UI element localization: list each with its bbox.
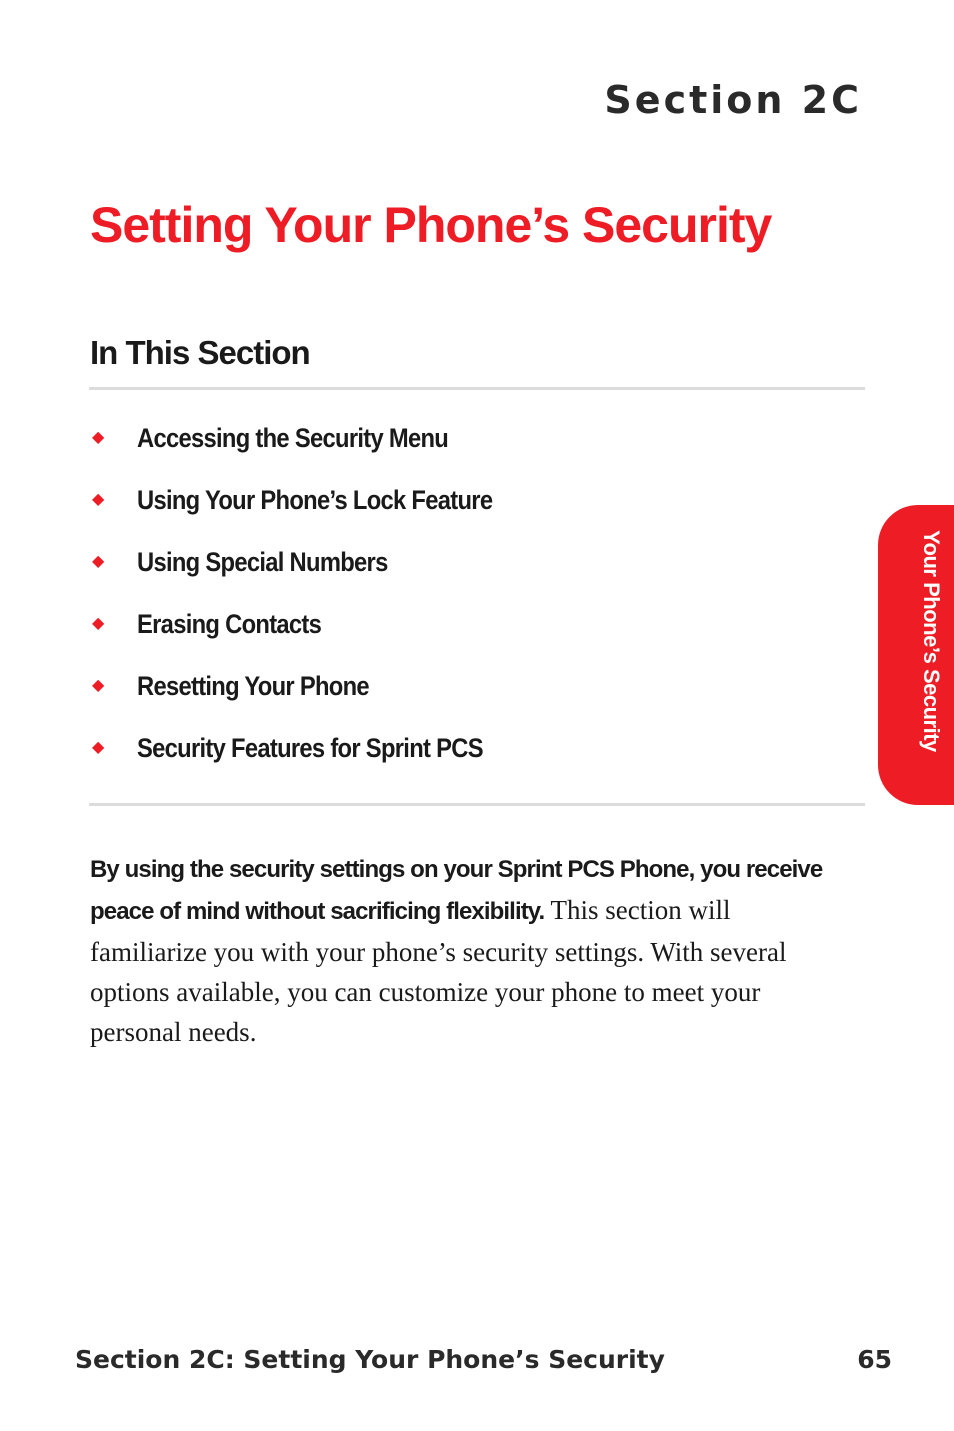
list-item-label: Using Your Phone’s Lock Feature [137,485,493,515]
list-item [90,418,541,480]
list-item [90,542,541,604]
list-item-label: Using Special Numbers [137,547,388,577]
list-item [90,728,541,790]
diamond-bullet-icon: ◆ [92,739,105,756]
diamond-bullet-icon: ◆ [92,429,105,446]
list-item [90,666,541,728]
list-item-label: Resetting Your Phone [137,671,369,701]
diamond-bullet-icon: ◆ [92,553,105,570]
side-tab-label: Your Phone’s Security [919,530,944,752]
page-title: Setting Your Phone’s Security [90,197,772,253]
in-this-section-heading: In This Section [90,334,310,371]
intro-body: This section will familiarize you with your phone’s security settings. With several options available, you can customize your phone to meet your personal needs. [90,895,787,1047]
diamond-bullet-icon: ◆ [92,677,105,694]
list-item-label: Accessing the Security Menu [137,423,449,453]
list-item-label: Erasing Contacts [137,609,322,639]
section-contents-list [90,418,541,790]
section-label: Section 2C [604,78,862,122]
footer-title: Section 2C: Setting Your Phone’s Security [75,1345,665,1374]
divider-top [89,387,865,390]
page-number: 65 [857,1345,892,1374]
diamond-bullet-icon: ◆ [92,491,105,508]
divider-bottom [89,803,865,806]
intro-paragraph [90,848,850,1052]
list-item-label: Security Features for Sprint PCS [137,733,483,763]
diamond-bullet-icon: ◆ [92,615,105,632]
list-item [90,604,541,666]
list-item [90,480,541,542]
intro-lead: By using the security settings on your Sprint PCS Phone, you receive peace of mind without sacrificing flexibility. [90,856,823,925]
